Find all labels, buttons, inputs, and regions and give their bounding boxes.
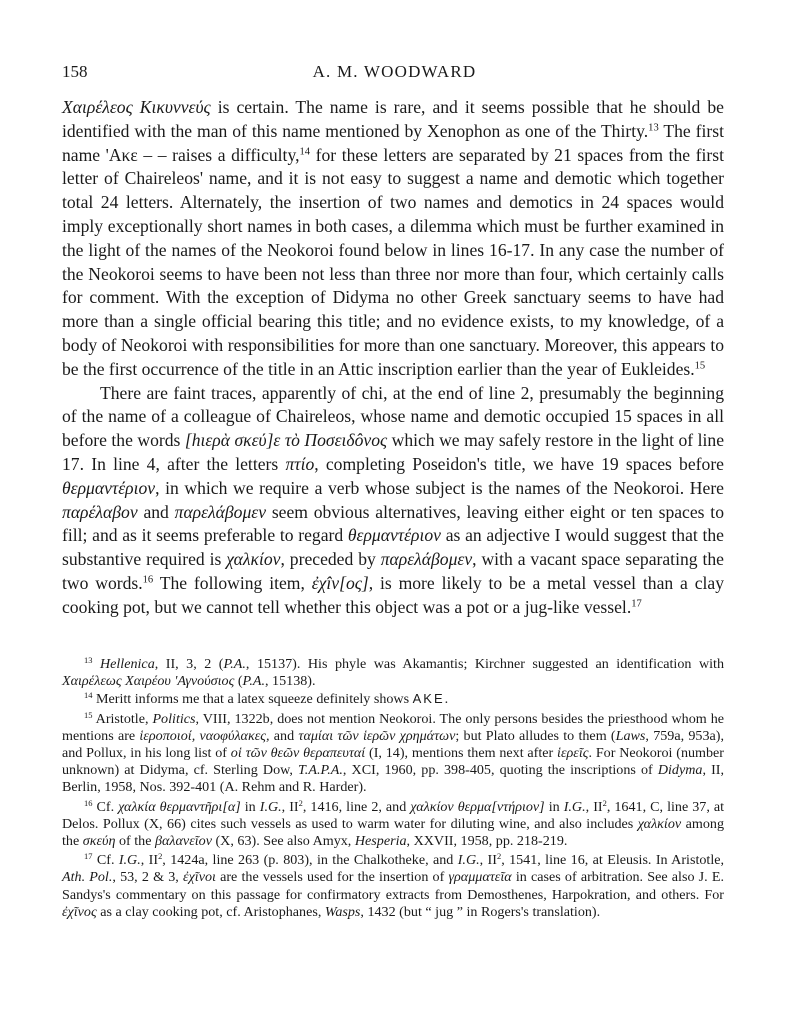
text-span: Aristotle, (95, 710, 153, 727)
paragraph-2 (62, 382, 724, 620)
greek-phrase: βαλανεῖον (155, 833, 212, 850)
citation-abbrev: P.A. (223, 656, 246, 672)
citation-abbrev: P.A. (242, 673, 265, 690)
greek-phrase: παρελάβομεν (174, 501, 267, 522)
greek-phrase: ἐχîν[ος] (311, 572, 369, 593)
greek-phrase: οἱ τῶν θεῶν θεραπευταί (230, 745, 366, 762)
text-span: , with a vacant space separating the two words. (62, 549, 724, 593)
text-span: are the vessels used for the insertion of (215, 869, 449, 886)
greek-phrase: ἱεροποιοί, ναοφύλακες, (139, 727, 270, 744)
greek-phrase: ἱερεῖς (557, 745, 589, 762)
greek-phrase: ἐχῖνος (62, 903, 97, 920)
text-span: The first name 'Ακε – – raises a difficulty, (62, 120, 724, 165)
page-number: 158 (62, 62, 88, 81)
text-span: There are faint traces, apparently of chi, at the end of line 2, presumably the beginning of the name of a colleague of Chaireleos, whose name and demotic occupied 15 spaces in all before the words (62, 382, 724, 451)
greek-phrase: ταμίαι τῶν ἱερῶν χρημάτων (298, 727, 456, 744)
text-span: Cf. (96, 798, 119, 815)
citation-title: Hesperia (354, 833, 407, 850)
text-span: , 53, 2 & 3, (112, 869, 184, 886)
greek-phrase: Χαιρέλεως Χαιρέου 'Αγνούσιος (62, 673, 235, 690)
text-span: . For Neokoroi (number unknown) at Didyma, cf. Sterling Dow, (62, 745, 724, 779)
text-span: , II (140, 852, 159, 869)
footnote-14 (62, 690, 724, 708)
text-span: , 15137). His phyle was Akamantis; Kirchner suggested an identification with (245, 656, 724, 672)
footnote-ref-16[interactable]: 16 (142, 574, 154, 586)
paragraph-1 (62, 96, 724, 382)
main-text (62, 96, 724, 620)
text-span: , 759a, 953a), and Pollux, in his long list of (62, 727, 725, 762)
greek-phrase: θερμαντέριον (347, 525, 441, 546)
footnote-ref-14[interactable]: 14 (299, 146, 311, 158)
citation-abbrev: I.G. (563, 798, 586, 815)
citation-title: Wasps (324, 903, 361, 920)
edition-superscript: 2 (496, 851, 502, 862)
text-span: , 1416, line 2, and (302, 798, 411, 815)
footnote-number: 15 (84, 709, 93, 720)
text-span: which we may safely restore in the light of line 17. In line 4, after the letters (62, 430, 725, 474)
text-span: Meritt informs me that a latex squeeze definitely shows (95, 691, 413, 708)
footnote-ref-17[interactable]: 17 (631, 598, 642, 610)
text-span: and (137, 501, 175, 522)
citation-abbrev: I.G. (259, 798, 282, 815)
text-span: in cases of arbitration. See also J. E. Sandys's commentary on this passage for confirmatory extracts from Demosthenes, Harpokration, and others. For (62, 869, 725, 903)
text-span: , II (585, 798, 603, 815)
footnote-ref-15[interactable]: 15 (694, 360, 706, 372)
greek-phrase: ἐχῖνοι (183, 869, 216, 886)
greek-phrase: χαλκίον θερμα[ντήριον] (410, 798, 545, 815)
greek-phrase: γραμματεῖα (448, 869, 512, 886)
citation-title: Didyma (657, 762, 703, 779)
citation-abbrev: T.A.P.A. (298, 762, 343, 779)
text-span: . (444, 691, 449, 708)
footnote-ref-13[interactable]: 13 (648, 122, 659, 134)
edition-superscript: 2 (298, 797, 303, 808)
text-span: (I, 14), mentions them next after (365, 745, 558, 762)
greek-phrase: παρελάβομεν (380, 549, 473, 570)
text-span: for these letters are separated by 21 spaces from the first letter of Chaireleos' name, and it is not easy to suggest a name and demotic which together total 24 letters. Alternately, the insertion of two names and demotics in 24 spaces would imply exceptionally short names in both cases, a dilemma which must be further examined in the light of the names of the Neokoroi found below in lines 16-17. In any case the number of the Neokoroi seems to have been not less than three nor more than four, which certainly calls for comment. With the exception of Didyma no other Greek sanctuary seems to have had more than a single official bearing this title; and no evidence exists, to my knowledge, of a body of Neokoroi with responsibilities for more than one sanctuary. Moreover, this appears to be the first occurrence of the title in an Attic inscription earlier than the year of Eukleides. (62, 144, 724, 379)
text-span: , is more likely to be a metal vessel than a clay cooking pot, but we cannot tell whether this object was a pot or a jug-like vessel. (62, 572, 725, 617)
footnote-16 (62, 799, 724, 851)
text-span: , II (281, 798, 299, 815)
text-span: as a clay cooking pot, cf. Aristophanes, (96, 903, 325, 920)
text-span: , 1541, line 16, at Eleusis. In Aristotle, (501, 852, 725, 869)
greek-phrase: σκεύη (82, 833, 116, 850)
citation-title: Laws (615, 727, 646, 744)
text-span: Cf. (96, 852, 119, 869)
footnote-15 (62, 711, 724, 797)
text-span: , II, 3, 2 ( (154, 656, 224, 672)
text-span: in (544, 798, 564, 815)
running-header (0, 62, 789, 86)
text-span: of the (115, 833, 156, 850)
greek-phrase: χαλκία θερμαντῆρι[α] (118, 798, 241, 815)
edition-superscript: 2 (158, 851, 163, 862)
citation-title: Politics (152, 710, 196, 727)
citation-title: Hellenica (99, 656, 155, 672)
greek-phrase: χαλκίον (226, 549, 281, 570)
greek-name: Χαιρέλεος Κικυννεύς (62, 97, 211, 117)
footnote-13 (62, 656, 724, 690)
footnote-number: 14 (84, 690, 93, 701)
text-span: , preceded by (280, 549, 381, 570)
text-span: , II (479, 852, 497, 869)
text-span: in (240, 798, 260, 815)
text-span: ( (234, 673, 243, 690)
text-span: as an adjective I would suggest that the substantive required is (62, 525, 724, 570)
text-span: among the (62, 815, 724, 850)
text-span: is certain. The name is rare, and it seems possible that he should be identified with the man of this name mentioned by Xenophon as one of the Thirty. (62, 97, 724, 141)
text-span: seem obvious alternatives, leaving either eight or ten spaces to fill; and as it seems preferable to regard (62, 501, 724, 546)
running-title: A. M. WOODWARD (312, 62, 477, 81)
text-span: , XXVII, 1958, pp. 218-219. (406, 833, 568, 850)
text-span: , XCI, 1960, pp. 398-405, quoting the inscriptions of (342, 762, 658, 779)
citation-title: Ath. Pol. (62, 869, 113, 886)
greek-phrase: θερμαντέριον (62, 477, 156, 498)
greek-phrase: πτίο (285, 453, 315, 474)
text-span: , VIII, 1322b, does not mention Neokoroi. The only persons besides the priesthood whom he mentions are (62, 710, 724, 744)
footnote-number: 13 (84, 654, 93, 665)
footnote-number: 17 (84, 851, 93, 862)
text-span: (X, 63). See also Amyx, (211, 833, 355, 850)
footnote-17 (62, 852, 724, 921)
text-span: , 1424a, line 263 (p. 803), in the Chalkotheke, and (162, 852, 458, 869)
text-span: , 1432 (but “ jug ” in Rogers's translation). (360, 903, 601, 920)
text-span: , 15138). (265, 673, 316, 690)
text-span: ; but Plato alludes to them ( (455, 727, 616, 744)
text-span: , II, Berlin, 1958, Nos. 392-401 (A. Rehm and R. Harder). (62, 762, 724, 796)
footnotes (62, 656, 724, 921)
citation-abbrev: I.G. (457, 852, 480, 869)
text-span: The following item, (153, 572, 312, 593)
text-span: , completing Poseidon's title, we have 19 spaces before (314, 453, 724, 474)
text-span: and (269, 727, 299, 744)
text-span: , in which we require a verb whose subject is the names of the Neokoroi. Here (155, 477, 724, 498)
footnote-number: 16 (84, 797, 93, 808)
citation-abbrev: I.G. (118, 852, 141, 869)
epigraphic-letters: AKE (412, 691, 445, 707)
greek-phrase: παρέλαβον (62, 501, 138, 522)
greek-phrase: χαλκίον (637, 815, 682, 832)
greek-phrase: [hιερὰ σκεύ]ε τὸ Ποσειδôνος (184, 430, 388, 451)
text-span: , 1641, C, line 37, at Delos. Pollux (X, 66) cites such vessels as used to warm water for diluting wine, and also includes (62, 798, 725, 832)
edition-superscript: 2 (602, 797, 607, 808)
